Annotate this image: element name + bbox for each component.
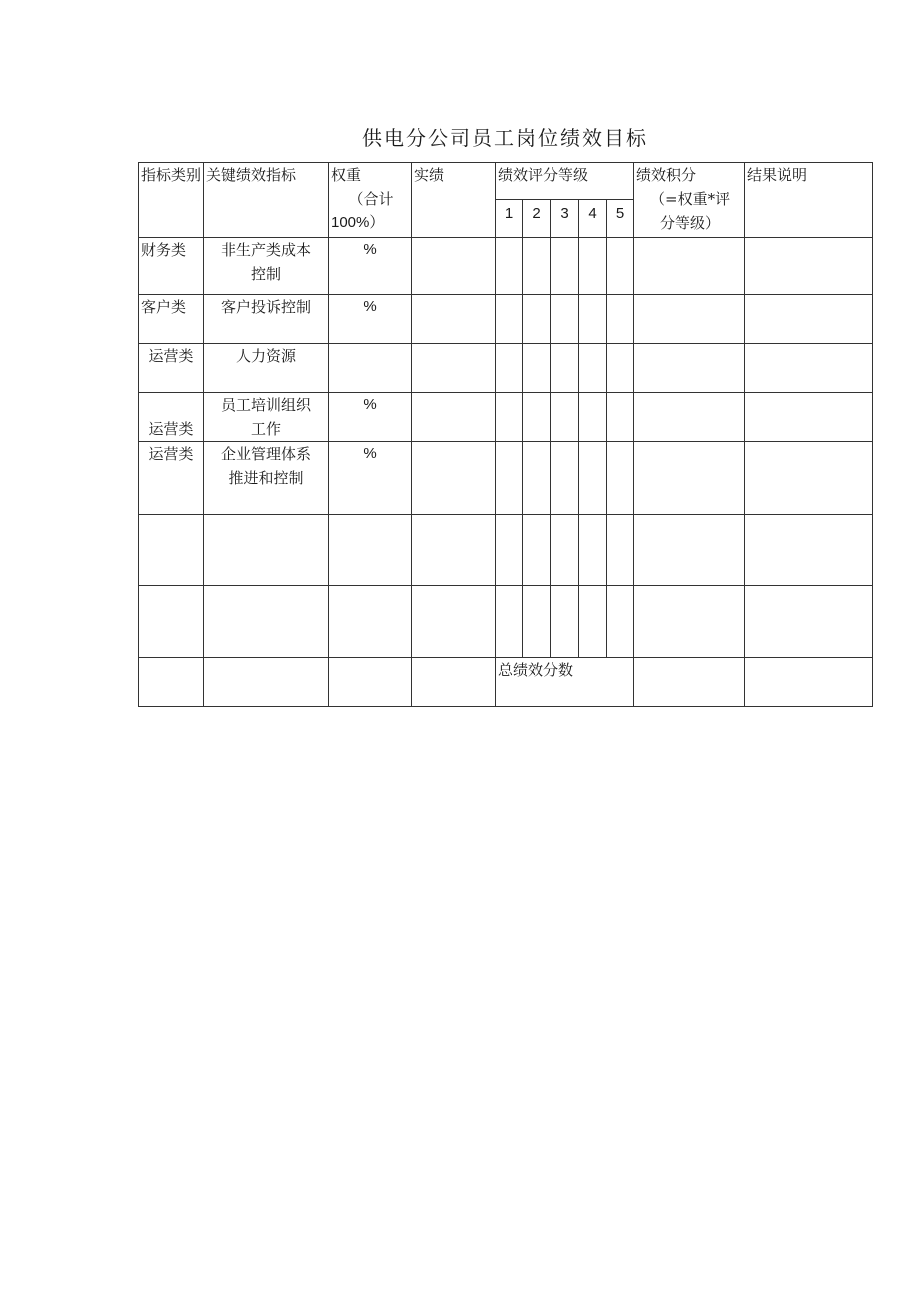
header-actual: 实绩 xyxy=(412,163,496,238)
row-kpi: 客户投诉控制 xyxy=(204,295,329,344)
row-result[interactable] xyxy=(745,393,873,442)
row-category: 运营类 xyxy=(139,393,204,442)
row-category: 运营类 xyxy=(139,344,204,393)
total-label: 总绩效分数 xyxy=(496,658,634,707)
table-row xyxy=(139,393,873,442)
row-category: 财务类 xyxy=(139,238,204,295)
table-row xyxy=(139,442,873,515)
header-result: 结果说明 xyxy=(745,163,873,238)
header-rating: 绩效评分等级 xyxy=(496,163,634,200)
table-row xyxy=(139,586,873,658)
row-weight: % xyxy=(329,393,412,442)
header-category: 指标类别 xyxy=(139,163,204,238)
row-actual[interactable] xyxy=(412,393,496,442)
row-result[interactable] xyxy=(745,442,873,515)
row-score[interactable] xyxy=(634,442,745,515)
header-weight: 权重 （合计 100%） xyxy=(329,163,412,238)
row-actual[interactable] xyxy=(412,344,496,393)
row-category: 运营类 xyxy=(139,442,204,515)
total-score[interactable] xyxy=(634,658,745,707)
row-score[interactable] xyxy=(634,295,745,344)
row-kpi: 企业管理体系 推进和控制 xyxy=(204,442,329,515)
row-weight: % xyxy=(329,295,412,344)
grade-3: 3 xyxy=(551,200,579,238)
grade-5: 5 xyxy=(607,200,634,238)
row-actual[interactable] xyxy=(412,238,496,295)
table-row xyxy=(139,295,873,344)
row-result[interactable] xyxy=(745,344,873,393)
row-score[interactable] xyxy=(634,344,745,393)
row-weight xyxy=(329,344,412,393)
row-kpi: 员工培训组织 工作 xyxy=(204,393,329,442)
row-weight: % xyxy=(329,238,412,295)
performance-table xyxy=(138,162,873,707)
row-category: 客户类 xyxy=(139,295,204,344)
row-kpi: 非生产类成本 控制 xyxy=(204,238,329,295)
table-row xyxy=(139,238,873,295)
row-result[interactable] xyxy=(745,295,873,344)
row-weight: % xyxy=(329,442,412,515)
header-kpi: 关键绩效指标 xyxy=(204,163,329,238)
grade-2: 2 xyxy=(523,200,551,238)
header-score: 绩效积分 （=权重*评 分等级） xyxy=(634,163,745,238)
row-kpi: 人力资源 xyxy=(204,344,329,393)
page-title: 供电分公司员工岗位绩效目标 xyxy=(362,126,648,150)
total-row xyxy=(139,658,873,707)
row-result[interactable] xyxy=(745,238,873,295)
table-row xyxy=(139,344,873,393)
table-row xyxy=(139,515,873,586)
row-score[interactable] xyxy=(634,393,745,442)
row-score[interactable] xyxy=(634,238,745,295)
row-actual[interactable] xyxy=(412,442,496,515)
grade-4: 4 xyxy=(579,200,607,238)
grade-1: 1 xyxy=(496,200,523,238)
row-actual[interactable] xyxy=(412,295,496,344)
